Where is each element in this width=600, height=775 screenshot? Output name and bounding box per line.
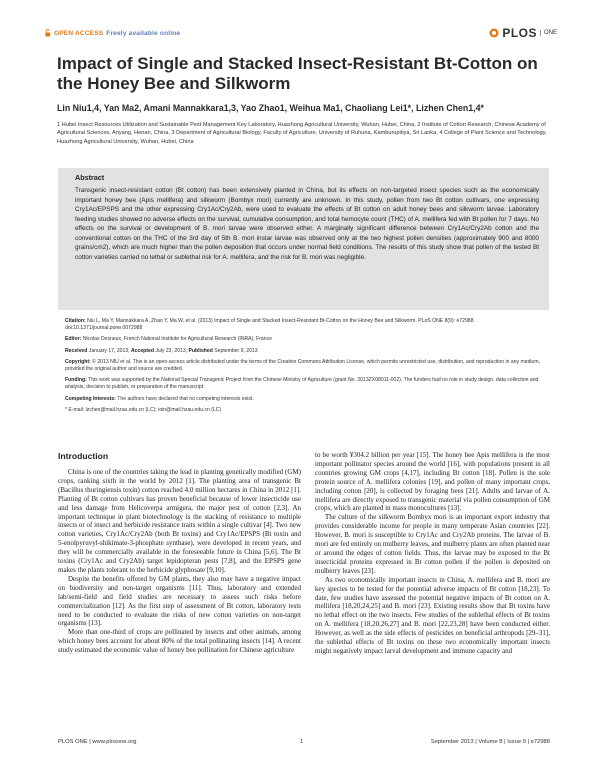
dates-line [65, 348, 547, 355]
introduction-section [58, 451, 313, 467]
email-line[interactable] [65, 407, 547, 414]
intro-paragraph: to be worth ¥304.2 billion per year [15]. The honey bee Apis mellifera is the most important pollinator species around the world [16], with populations present in all countries growing GM crops [4,17], including Bt cotton [18]. Pollen is the sole protein source of A. mellifera colonies [19], and pollen of many important crops, including cotton [20], is collected by foraging bees [21]. Adults and larvae of A. mellifera are directly exposed to transgenic material via pollen consumption of GM crops, which are planted in mass monocultures [13]. [315, 451, 550, 513]
email-text[interactable]: * E-mail: lzchen@mail.hzau.edu.cn (LC); ioin@mail.hzau.edu.cn (LC) [65, 406, 222, 413]
competing-line [65, 396, 547, 403]
funding-line [65, 377, 547, 391]
citation-text: Niu L, Ma Y, Mannakkara A, Zhao Y, Ma W, et al. (2013) Impact of Single and Stacked Insect-Resistant Bt-Cotton on the Honey Bee and Silkworm. PLoS ONE 8(9): e72988. doi:10.1371/journal.pone.0072988 [65, 318, 475, 332]
competing-text: The authors have declared that no competing interests exist. [117, 395, 254, 402]
open-access-label: OPEN ACCESS [54, 29, 104, 37]
abstract-heading: Abstract [75, 173, 105, 182]
funding-text: This work was supported by the National Special Transgenic Project from the Chinese Ministry of Agriculture (grant No. 2013ZX08011-002). The funders had no role in study design, data collection and analysis, decision to publish, or preparation of the manuscript. [65, 377, 539, 391]
freely-available-label: Freely available online [106, 29, 181, 37]
accepted-label: Accepted [131, 347, 154, 354]
logo-one-text: ONE [540, 30, 557, 36]
open-lock-icon [45, 29, 51, 37]
copyright-text: © 2013 NIU et al. This is an open-access article distributed under the terms of the Creative Commons Attribution License, which permits unrestricted use, distribution, and reproduction in any medium, provided the original author and source are credited. [65, 358, 541, 373]
plos-logo-icon [489, 28, 499, 38]
published-label: Published [188, 347, 213, 354]
logo-plos-text: PLOS [502, 26, 537, 40]
citation-line [65, 318, 547, 332]
abstract-text: Transgenic insect-resistant cotton (Bt cotton) has been extensively planted in China, but its effects on non-targeted insect species such as the economically important honey bee (Apis mellifera) and silkworm (Bombyx mori) currently are unknown. In this study, pollen from two Bt cotton cultivars, one expressing Cry1Ac/EPSPS and the other expressing Cry1Ac/Cry2Ab, were used to evaluate the effects of Bt cotton on adult honey bees and silkworm larvae. Laboratory feeding studies showed no adverse effects on the survival, cumulative consumption, and total hemocyte count (THC) of A. mellifera fed with Bt pollen for 7 days. No effects on the survival or development of B. mori larvae were observed either. A marginally significant difference between Cry1Ac/Cry2Ab cotton and the conventional cotton on the THC of the 3rd day of 5th B. mori instar larvae was observed only at the two highest pollen densities (approximately 900 and 8000 grains/cm2), which are much higher than the pollen deposition that occurs under normal field conditions. The results of this study show that pollen of the tested Bt cotton varieties carried no lethal or sublethal risk for A. mellifera, and the risk for B. mori was negligible. [75, 187, 539, 261]
competing-label: Competing Interests: [65, 395, 116, 402]
introduction-heading: Introduction [58, 451, 109, 461]
copyright-line [65, 359, 547, 373]
article-metadata [65, 318, 547, 418]
page-footer [58, 739, 550, 749]
intro-paragraph: The culture of the silkworm Bombyx mori is an important export industry that provides considerable income for people in many temperate Asian countries [22]. However, B. mori is susceptible to Cry1Ac and Cry2Ab proteins. The larvae of B. mori are fed entirely on mulberry leaves, and mulberry plants are often planted near or around the edges of cotton fields. Thus, the larvae may be exposed to the Bt insecticidal proteins expressed in Bt cotton pollen if the pollen is deposited on mulberry leaves [23]. [315, 513, 550, 575]
abstract-box [58, 168, 549, 310]
intro-paragraph: More than one-third of crops are pollinated by insects and other animals, among which honey bees account for about 80% of the total pollinating insects [14]. A recent study estimated the economic value of honey bee pollination for Chinese agriculture [58, 628, 301, 655]
open-access-badge[interactable] [45, 29, 180, 37]
plos-one-logo[interactable] [489, 26, 557, 40]
editor-label: Editor: [65, 336, 82, 343]
footer-page-number: 1 [300, 739, 304, 745]
intro-paragraph: Despite the benefits offered by GM plants, they also may have a negative impact on biodiversity and non-target organisms [11]. Thus, laboratory and extended lab/semi-field and field studies are necessary to assess such risks before commercialization [12]. As the first step of assessment of Bt cotton, laboratory tests need to be conducted to evaluate the risks of new cotton varieties on non-target organisms [13]. [58, 574, 301, 628]
funding-label: Funding: [65, 377, 87, 384]
citation-label: Citation: [65, 318, 86, 324]
received-date: January 17, 2013; [88, 347, 130, 354]
page-header [45, 26, 557, 42]
affiliations: 1 Hubei Insect Resources Utilization and Sustainable Pest Management Key Laboratory, Huazhong Agricultural University, Wuhan, Hubei, China, 2 Institute of Cotton Research, Chinese Academy of Agricultural Sciences, Anyang, Henan, China, 3 Department of Agricultural Biology, Faculty of Agriculture, University of Ruhuna, Kamburupitiya, Sri Lanka, 4 College of Plant Science and Technology, Huazhong Agricultural University, Wuhan, Hubei, China [57, 122, 547, 145]
footer-issue: September 2013 | Volume 8 | Issue 9 | e72988 [430, 739, 550, 745]
received-label: Received [65, 347, 88, 354]
editor-line [65, 336, 547, 343]
intro-paragraph: China is one of the countries taking the lead in planting genetically modified (GM) crops, ranking sixth in the world by 2012 [1]. The planting area of transgenic Bt (Bacillus thuringiensis toxin) cotton reached 4.0 million hectares in China in 2012 [1]. Planting of Bt cotton cultivars has proven beneficial because of lower insecticide use and less damage from Helicoverpa armigera, the major pest of cotton [2,3]. An important technique in plant biotechnology is the stacking of resistance to multiple insects or of insect and herbicide resistance traits within a single cultivar [4]. Two new cotton varieties, Cry1Ac/Cry2Ab (both Bt toxins) and Cry1Ac/EPSPS (Bt toxin and 5-enolpyruvyl-shikimate-3-phosphate synthase), were developed in recent years, and they will be commercially available in the foreseeable future in China [5,6]. The Bt toxins (Cry1Ac and Cry2Ab) target lepidopteran pests [7,8], and the EPSPS gene makes the plants tolerant to the herbicide glyphosate [9,10]. [58, 468, 301, 574]
editor-text: Nicolas Desneux, French National Institute for Agricultural Research (INRA), France [82, 336, 272, 343]
article-title: Impact of Single and Stacked Insect-Resistant Bt-Cotton on the Honey Bee and Silkworm [57, 54, 538, 93]
left-column [58, 468, 301, 655]
intro-paragraph: As two economically important insects in China, A. mellifera and B. mori are key species to be tested for the potential adverse impacts of Bt cotton [18,23]. To date, few studies have assessed the potential negative impacts of Bt cotton on A. mellifera [18,20,24,25] and B. mori [23]. Existing results show that Bt toxins have no lethal effect on the two insects. Few studies of the sublethal effects of Bt toxins on A. mellifera [18,20,26,27] and B. mori [22,23,28] have been conducted either. However, as well as the side effects of pesticides on beneficial arthropods [29–31], the sublethal effects of Bt toxins on these two economically important insects might negatively impact larval development and immune capacity and [315, 575, 550, 655]
published-date: September 9, 2013 [214, 347, 258, 354]
author-list: Lin Niu1,4, Yan Ma2, Amani Mannakkara1,3, Yao Zhao1, Weihua Ma1, Chaoliang Lei1*, Lizhen Chen1,4* [57, 103, 484, 113]
accepted-date: July 23, 2013; [155, 347, 188, 354]
copyright-label: Copyright: [65, 358, 91, 365]
right-column [315, 451, 550, 656]
footer-journal[interactable]: PLOS ONE | www.plosone.org [58, 739, 137, 745]
